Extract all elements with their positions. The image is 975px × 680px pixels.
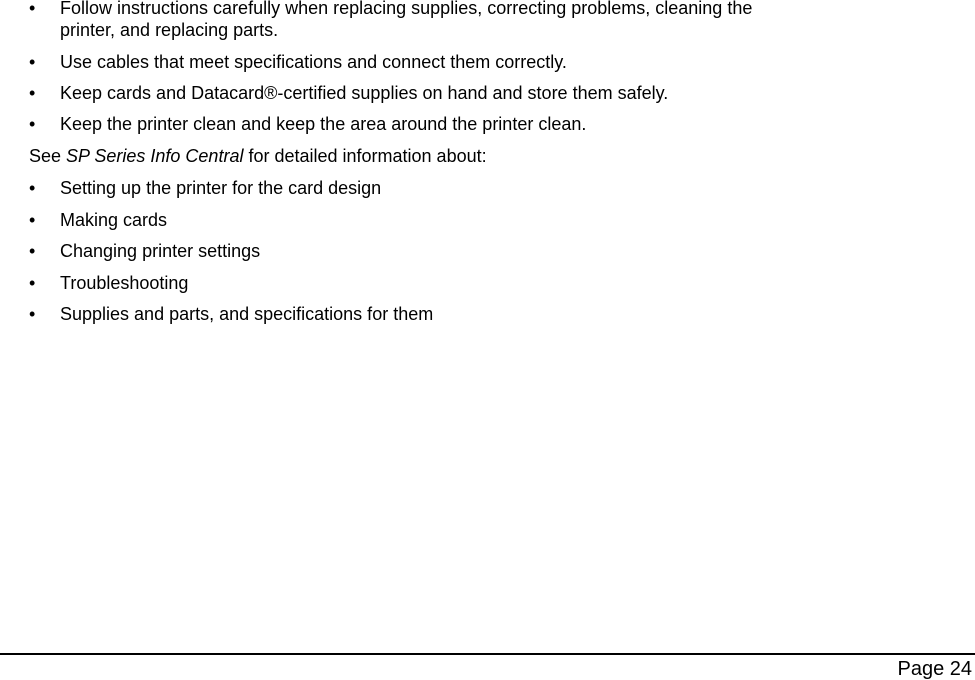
list-item — [0, 272, 780, 294]
bullet-icon: • — [29, 178, 36, 198]
list-item — [0, 113, 780, 135]
list-item — [0, 303, 780, 325]
see-suffix: for detailed information about: — [243, 146, 487, 166]
practices-list — [0, 0, 780, 144]
list-item-text: Keep the printer clean and keep the area around the printer clean. — [60, 114, 587, 134]
info-central-reference: SP Series Info Central — [66, 146, 244, 166]
bullet-icon: • — [29, 52, 36, 72]
list-item-text: Supplies and parts, and specifications for them — [60, 304, 434, 324]
see-reference-paragraph — [29, 145, 487, 167]
bullet-icon: • — [29, 209, 36, 230]
bullet-icon: • — [29, 0, 36, 18]
topics-list — [0, 177, 780, 335]
list-item-text: Use cables that meet specifications and connect them correctly. — [60, 52, 567, 72]
bullet-icon: • — [29, 83, 36, 103]
list-item-text: Changing printer settings — [60, 241, 261, 261]
list-item-text: Troubleshooting — [60, 272, 189, 293]
bullet-icon: • — [29, 114, 36, 134]
list-item — [0, 240, 780, 262]
bullet-icon: • — [29, 272, 36, 293]
bullet-icon: • — [29, 241, 36, 261]
list-item — [0, 0, 780, 41]
list-item — [0, 209, 780, 231]
list-item-text: Setting up the printer for the card design — [60, 178, 382, 198]
list-item — [0, 82, 780, 104]
list-item — [0, 177, 780, 199]
list-item-text: Keep cards and Datacard®-certified supplies on hand and store them safely. — [60, 83, 669, 103]
list-item-text: Making cards — [60, 209, 168, 230]
page-number: Page 24 — [897, 658, 972, 680]
bullet-icon: • — [29, 304, 36, 324]
footer-divider — [0, 653, 975, 655]
list-item-text: Follow instructions carefully when replacing supplies, correcting problems, cleaning the printer, and replacing parts. — [60, 0, 753, 40]
list-item — [0, 51, 780, 73]
see-prefix: See — [29, 146, 67, 166]
